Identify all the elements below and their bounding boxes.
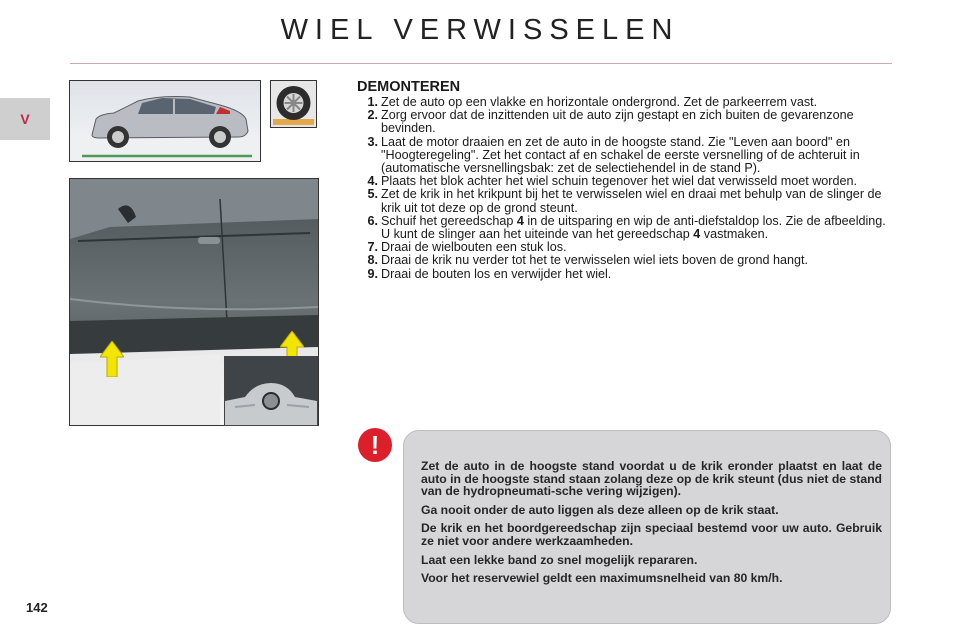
section-heading: DEMONTEREN xyxy=(357,79,461,95)
jack-point-detail-photo xyxy=(224,356,318,426)
step-item: 7. Draai de wielbouten een stuk los. xyxy=(367,240,567,255)
warning-paragraph: Ga nooit onder de auto liggen als deze alleen op de krik staat. xyxy=(421,502,779,517)
step-item: 9. Draai de bouten los en verwijder het wiel. xyxy=(367,266,612,281)
warning-paragraph: Laat een lekke band zo snel mogelijk repararen. xyxy=(421,552,698,567)
warning-paragraph: Zet de auto in de hoogste stand voordat u de krik eronder plaatst en laat de auto in de hoogste stand staan zolang deze op de krik steunt (dus niet de stand van de hydropneumati-sche vering wijzigen). xyxy=(421,459,882,499)
page-number: 142 xyxy=(26,600,48,615)
step-item: 2. Zorg ervoor dat de inzittenden uit de auto zijn gestapt en zich buiten de gevarenzone bevinden. xyxy=(367,108,854,136)
chapter-letter: V xyxy=(20,111,30,127)
step-item: 5. Zet de krik in het krikpunt bij het te verwisselen wiel en draai met behulp van de slinger de krik uit tot deze op de grond steunt. xyxy=(367,187,882,215)
step-item: 1. Zet de auto op een vlakke en horizontale ondergrond. Zet de parkeerrem vast. xyxy=(367,95,818,109)
step-item: 6. Schuif het gereedschap 4 in de uitsparing en wip de anti-diefstaldop los. Zie de afbeelding. U kunt de slinger aan het uiteinde van het gereedschap 4 vastmaken. xyxy=(367,213,886,242)
warning-paragraph: De krik en het boordgereedschap zijn speciaal bestemd voor uw auto. Gebruik ze niet voor andere werkzaamheden. xyxy=(421,521,882,548)
wheel-icon xyxy=(270,80,317,128)
page-title: WIEL VERWISSELEN xyxy=(280,14,680,46)
warning-paragraph: Voor het reservewiel geldt een maximumsnelheid van 80 km/h. xyxy=(421,571,783,586)
exclamation-icon: ! xyxy=(358,428,392,462)
warning-text xyxy=(421,460,882,591)
step-item: 3. Laat de motor draaien en zet de auto in de hoogste stand. Zie "Leven aan boord" en "Hoogteregeling". Zet het contact af en schakel de eerste versnelling of de achteruit in (automatische versnellingsbak: zet de selectiehendel in de stand P). xyxy=(367,134,860,176)
car-icon xyxy=(70,81,260,161)
car-side-illustration xyxy=(69,80,261,162)
steps-list xyxy=(360,96,892,281)
chapter-tab[interactable] xyxy=(0,98,50,140)
step-item: 4. Plaats het blok achter het wiel schuin tegenover het wiel dat verwisseld moet worden. xyxy=(367,174,858,189)
title-divider xyxy=(70,63,892,64)
up-arrow-icon xyxy=(100,341,124,377)
step-item: 8. Draai de krik nu verder tot het te verwisselen wiel iets boven de grond hangt. xyxy=(367,253,809,268)
